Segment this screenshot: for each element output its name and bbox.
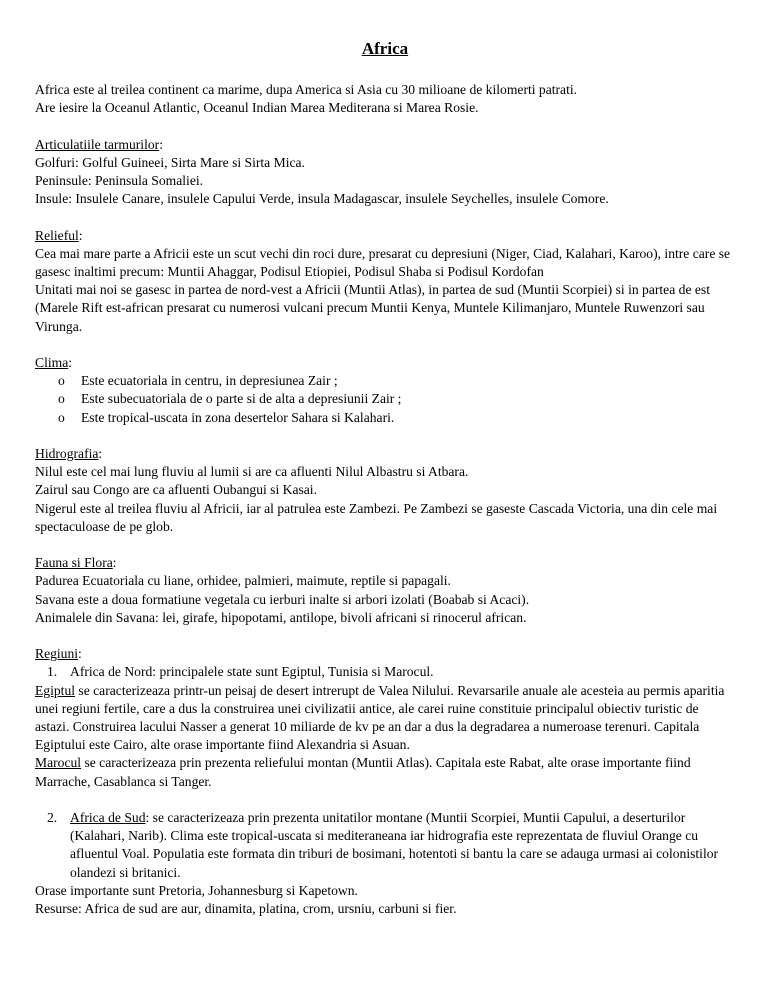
regiuni-item-1	[35, 663, 735, 681]
fauna-heading-text: Fauna si Flora	[35, 555, 113, 571]
orase-line: Orase importante sunt Pretoria, Johannesburg si Kapetown.	[35, 882, 358, 898]
relief-heading	[35, 227, 735, 245]
page-title: Africa	[361, 39, 409, 58]
maroc-paragraph	[35, 754, 735, 790]
spacer	[35, 208, 735, 226]
bullet-marker: o	[58, 391, 65, 407]
list-item	[35, 409, 735, 427]
articulatii-heading	[35, 136, 735, 154]
item-text: Africa de Nord: principalele state sunt Egiptul, Tunisia si Marocul.	[70, 664, 434, 680]
relief-paragraph-2: Unitati mai noi se gasesc in partea de nord-vest a Africii (Muntii Atlas), in partea de sud (Muntii Scorpiei) si in partea de est (Marele Rift est-african presarat cu numerosi vulcani precum Muntii Kenya, Muntele Kilimanjaro, Muntele Ruwenzori sau Virunga.	[35, 282, 710, 334]
regiuni-heading-text: Regiuni	[35, 646, 79, 662]
regiuni-heading	[35, 645, 735, 663]
document-page	[35, 38, 735, 918]
articulatii-golfuri: Golfuri: Golful Guineei, Sirta Mare si Sirta Mica.	[35, 154, 305, 170]
articulatii-heading-text: Articulatiile tarmurilor	[35, 136, 160, 152]
africa-sud-label: Africa de Sud	[70, 810, 146, 826]
africa-sud-text: : se caracterizeaza prin prezenta unitatilor montane (Muntii Scorpiei, Muntii Capului, a deserturilor (Kalahari, Narib). Clima este tropical-uscata si mediteraneana iar hidrografia este reprezentata de fluviul Orange cu afluentul Voal. Populatia este formata din triburi de bosimani, hotentoti si bantu la care se adauga urmasi ai colonistilor olandezi si britanici.	[70, 810, 719, 880]
heading-colon: :	[68, 355, 73, 370]
fauna-savana: Savana este a doua formatiune vegetala cu ierburi inalte si arbori izolati (Boabab si Acaci).	[35, 591, 530, 607]
list-item-text: Este tropical-uscata in zona desertelor Sahara si Kalahari.	[81, 409, 395, 425]
hidrografia-nil: Nilul este cel mai lung fluviu al lumii si are ca afluenti Nilul Albastru si Atbara.	[35, 464, 469, 480]
spacer	[35, 336, 735, 354]
maroc-label: Marocul	[35, 755, 82, 771]
egipt-text: se caracterizeaza printr-un peisaj de desert intrerupt de Valea Nilului. Revarsarile anuale ale acesteia au permis aparitia unei regiuni fertile, care a dus la construirea unei civilizatii antice, ale carei ruine constituie principalul obiectiv turistic de astazi. Construirea lacului Nasser a generat 10 miliarde de kv pe an dar a dus la degradarea a numeroase terenuri. Capitala Egiptului este Cairo, alte orase importante fiind Alexandria si Asuan.	[35, 682, 725, 753]
hidrografia-heading	[35, 445, 735, 463]
maroc-text: se caracterizeaza prin prezenta reliefului montan (Muntii Atlas). Capitala este Rabat, alte orase importante fiind Marrache, Casablanca si Tanger.	[35, 755, 691, 789]
bullet-marker: o	[58, 373, 65, 389]
egipt-paragraph	[35, 682, 735, 755]
heading-colon: :	[98, 446, 103, 461]
resurse-line: Resurse: Africa de sud are aur, dinamita, platina, crom, ursniu, carbuni si fier.	[35, 901, 457, 917]
heading-colon: :	[112, 555, 117, 571]
list-item	[35, 390, 735, 408]
relief-paragraph-1: Cea mai mare parte a Africii este un scut vechi din roci dure, presarat cu depresiuni (Niger, Ciad, Kalahari, Karoo), intre care se gasesc inaltimi precum: Muntii Ahaggar, Podisul Etiopiei, Podisul Shaba si Podisul Kordofan	[35, 245, 731, 279]
item-number: 1.	[47, 664, 58, 680]
bullet-marker: o	[58, 409, 65, 425]
hidrografia-zair: Zairul sau Congo are ca afluenti Oubangui si Kasai.	[35, 482, 317, 498]
list-item	[35, 372, 735, 390]
regiuni-item-2	[35, 809, 735, 882]
fauna-heading	[35, 554, 735, 572]
item-number: 2.	[47, 810, 58, 826]
clima-heading-text: Clima	[35, 355, 69, 370]
hidrografia-niger: Nigerul este al treilea fluviu al Africii, iar al patrulea este Zambezi. Pe Zambezi se gaseste Cascada Victoria, una din cele mai spectaculoase de pe glob.	[35, 500, 718, 534]
articulatii-peninsule: Peninsule: Peninsula Somaliei.	[35, 173, 204, 188]
clima-heading	[35, 354, 735, 372]
spacer	[35, 536, 735, 554]
list-item-text: Este subecuatoriala de o parte si de alta a depresiunii Zair ;	[81, 391, 402, 407]
spacer	[35, 427, 735, 445]
heading-colon: :	[78, 646, 82, 662]
spacer	[35, 791, 735, 809]
egipt-label: Egiptul	[35, 682, 76, 698]
hidrografia-heading-text: Hidrografia	[35, 446, 99, 461]
heading-colon: :	[159, 136, 163, 152]
intro-line-2: Are iesire la Oceanul Atlantic, Oceanul Indian Marea Mediterana si Marea Rosie.	[35, 100, 479, 116]
fauna-padurea: Padurea Ecuatoriala cu liane, orhidee, palmieri, maimute, reptile si papagali.	[35, 573, 451, 589]
spacer	[35, 627, 735, 645]
articulatii-insule: Insule: Insulele Canare, insulele Capului Verde, insula Madagascar, insulele Seychelles, insulele Comore.	[35, 191, 609, 207]
heading-colon: :	[78, 227, 83, 243]
fauna-animale: Animalele din Savana: lei, girafe, hipopotami, antilope, bivoli africani si rinocerul african.	[35, 609, 527, 625]
spacer	[35, 117, 735, 135]
list-item-text: Este ecuatoriala in centru, in depresiunea Zair ;	[81, 373, 338, 389]
clima-list	[35, 372, 735, 427]
intro-line-1: Africa este al treilea continent ca marime, dupa America si Asia cu 30 milioane de kilomerti patrati.	[35, 82, 578, 97]
relief-heading-text: Relieful	[35, 227, 79, 243]
